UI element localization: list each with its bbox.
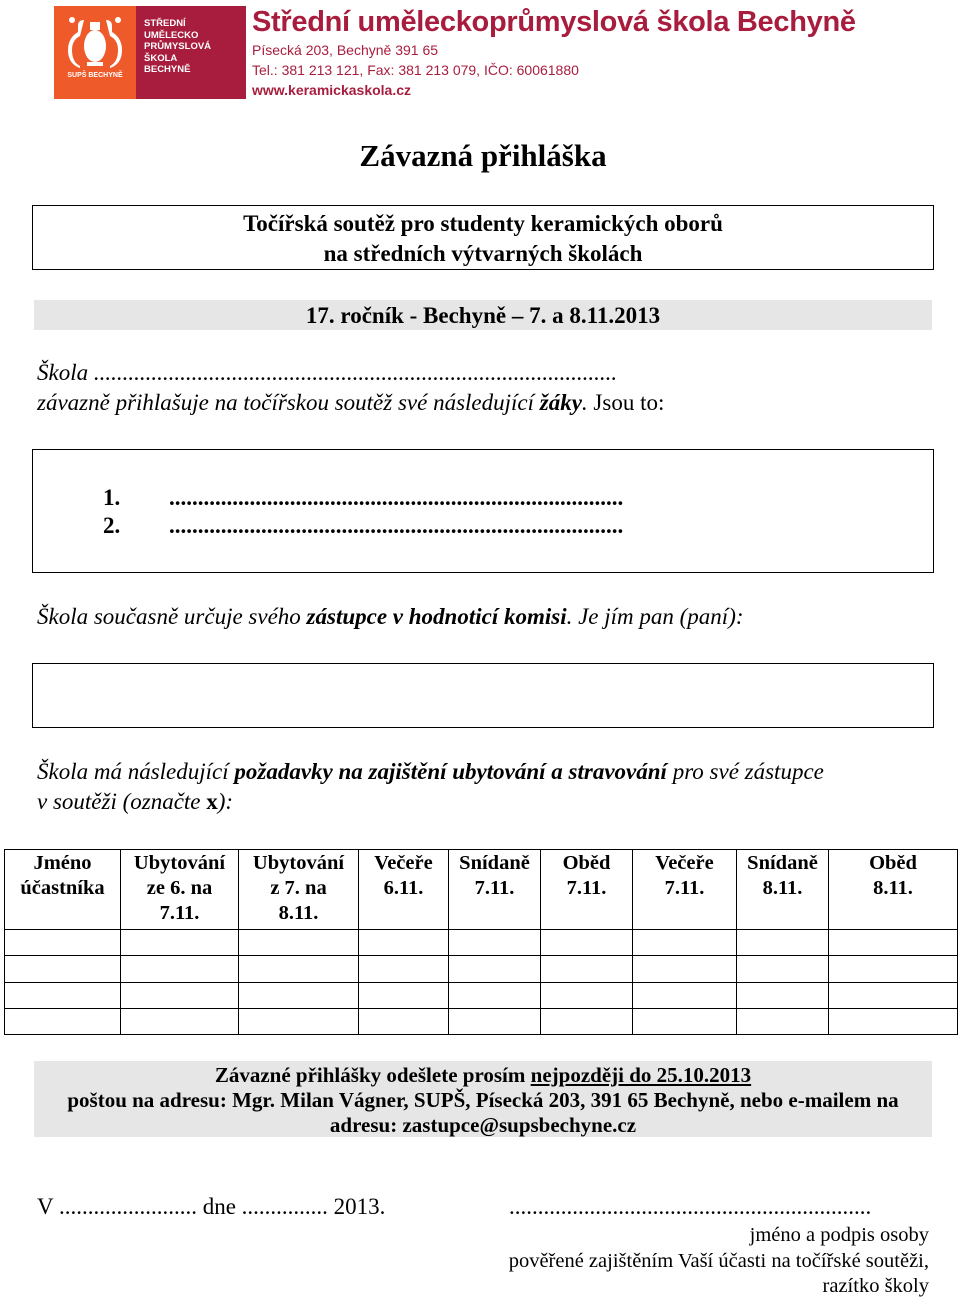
table-cell[interactable] — [359, 956, 449, 982]
place-date-field[interactable]: V ........................ dne ............... 2013. — [37, 1194, 386, 1219]
page-title: Závazná přihláška — [359, 138, 607, 173]
logo-text-line: ŠKOLA — [144, 52, 178, 64]
registration-statement — [37, 390, 664, 416]
header-line: 7.11. — [474, 877, 515, 899]
header-line: 7.11. — [566, 877, 607, 899]
header-line: Snídaně — [459, 852, 530, 874]
table-cell[interactable] — [5, 1008, 121, 1034]
table-cell[interactable] — [5, 956, 121, 982]
school-logo — [54, 6, 246, 99]
header-line: 7.11. — [159, 902, 200, 924]
table-cell[interactable] — [829, 982, 958, 1008]
notice-line-2: poštou na adresu: Mgr. Milan Vágner, SUPŠ, Písecká 203, 391 65 Bechyně, nebo e-mailem na — [67, 1088, 899, 1112]
header-line: 8.11. — [873, 877, 913, 899]
table-header-row — [5, 850, 958, 930]
header-line: Ubytování — [133, 852, 226, 874]
school-address: Písecká 203, Bechyně 391 65 — [252, 42, 439, 58]
requirements-line-2 — [37, 789, 233, 815]
column-header — [239, 850, 359, 930]
student-row[interactable] — [103, 512, 623, 540]
signature-caption-line: razítko školy — [822, 1275, 929, 1297]
header-line: ze 6. na — [146, 877, 213, 899]
school-name: Střední uměleckoprůmyslová škola Bechyně — [252, 6, 856, 38]
header-line: 6.11. — [383, 877, 424, 899]
competition-line-2: na středních výtvarných školách — [323, 241, 643, 266]
school-website: www.keramickaskola.cz — [252, 82, 412, 98]
requirements-x: x — [206, 789, 218, 814]
registration-strong: žáky — [539, 390, 582, 415]
jury-statement — [37, 604, 744, 630]
table-cell[interactable] — [541, 982, 633, 1008]
table-cell[interactable] — [121, 982, 239, 1008]
table-row — [5, 1008, 958, 1034]
header-line: Jméno — [33, 852, 92, 874]
table-cell[interactable] — [829, 930, 958, 956]
logo-text-line: BECHYNĚ — [144, 64, 191, 76]
jury-member-field[interactable] — [32, 663, 934, 728]
table-row — [5, 956, 958, 982]
table-cell[interactable] — [829, 1008, 958, 1034]
table-cell[interactable] — [449, 930, 541, 956]
column-header — [5, 850, 121, 930]
header-line: Večeře — [374, 852, 433, 874]
header-line: 7.11. — [664, 877, 705, 899]
table-cell[interactable] — [449, 982, 541, 1008]
table-cell[interactable] — [633, 930, 737, 956]
student-number: 2. — [103, 513, 121, 538]
requirements-tail: pro své zástupce — [666, 759, 824, 784]
requirements-line-1 — [37, 759, 824, 785]
table-cell[interactable] — [5, 982, 121, 1008]
table-cell[interactable] — [359, 930, 449, 956]
registration-punct: . — [581, 390, 588, 415]
logo-emblem — [54, 6, 136, 99]
header-line: Oběd — [562, 852, 611, 874]
edition-banner: 17. ročník - Bechyně – 7. a 8.11.2013 — [34, 300, 932, 330]
students-list — [103, 484, 623, 540]
registration-tail: Jsou to: — [587, 390, 665, 415]
table-row — [5, 930, 958, 956]
header-line: Ubytování — [252, 852, 345, 874]
notice-line-1 — [34, 1063, 932, 1088]
table-cell[interactable] — [239, 982, 359, 1008]
header-line: Oběd — [869, 852, 917, 874]
school-contacts — [252, 40, 579, 100]
table-cell[interactable] — [239, 1008, 359, 1034]
table-cell[interactable] — [5, 930, 121, 956]
signature-caption-line: jméno a podpis osoby — [749, 1224, 929, 1246]
table-cell[interactable] — [239, 956, 359, 982]
requirements-strong: požadavky na zajištění ubytování a stravování — [234, 759, 667, 784]
table-cell[interactable] — [829, 956, 958, 982]
table-cell[interactable] — [449, 956, 541, 982]
accommodation-table — [4, 849, 958, 1035]
student-name-field[interactable]: ............................................................................... — [169, 513, 624, 538]
table-cell[interactable] — [633, 956, 737, 982]
table-cell[interactable] — [121, 956, 239, 982]
student-number: 1. — [103, 485, 121, 510]
header-line: Snídaně — [747, 852, 818, 874]
table-cell[interactable] — [239, 930, 359, 956]
jury-tail: Je jím pan (paní): — [572, 604, 744, 629]
signature-caption — [509, 1223, 929, 1300]
competition-line-1: Točířská soutěž pro studenty keramických oborů — [243, 211, 723, 236]
requirements-line2-text: v soutěži (označte — [37, 789, 207, 814]
column-header — [829, 850, 958, 930]
school-phone-fax: Tel.: 381 213 121, Fax: 381 213 079, IČO: 60061880 — [252, 62, 579, 78]
school-field[interactable]: Škola ........................................................................................... — [37, 360, 618, 385]
column-header — [359, 850, 449, 930]
requirements-text: Škola má následující — [37, 759, 235, 784]
header-line: účastníka — [20, 877, 105, 899]
student-row[interactable] — [103, 484, 623, 512]
competition-box — [32, 205, 934, 270]
signature-caption-line: pověřené zajištěním Vaší účasti na točířské soutěži, — [508, 1249, 929, 1272]
jury-text: Škola současně určuje svého — [37, 604, 307, 629]
table-cell[interactable] — [359, 1008, 449, 1034]
table-cell[interactable] — [737, 982, 829, 1008]
table-cell[interactable] — [359, 982, 449, 1008]
registration-text: závazně přihlašuje na točířskou soutěž své následující — [37, 390, 540, 415]
column-header — [541, 850, 633, 930]
column-header — [121, 850, 239, 930]
logo-text-line: UMĚLECKO — [144, 29, 199, 41]
logo-text-block — [136, 6, 246, 99]
column-header — [633, 850, 737, 930]
header-line: 8.11. — [762, 877, 803, 899]
table-cell[interactable] — [449, 1008, 541, 1034]
table-cell[interactable] — [121, 1008, 239, 1034]
logo-text-line: PRŮMYSLOVÁ — [144, 41, 212, 53]
notice-text: Závazné přihlášky odešlete prosím — [214, 1063, 531, 1087]
signature-field[interactable]: ............................................................... — [509, 1194, 872, 1219]
header-line: 8.11. — [278, 902, 319, 924]
table-row — [5, 982, 958, 1008]
notice-line-3: adresu: zastupce@supsbechyne.cz — [329, 1113, 637, 1137]
table-cell[interactable] — [121, 930, 239, 956]
table-cell[interactable] — [737, 1008, 829, 1034]
header-line: z 7. na — [270, 877, 327, 899]
table-cell[interactable] — [737, 930, 829, 956]
table-cell[interactable] — [541, 930, 633, 956]
jury-punct: . — [566, 604, 573, 629]
header-line: Večeře — [655, 852, 714, 874]
jury-strong: zástupce v hodnoticí komisi — [306, 604, 567, 629]
student-name-field[interactable]: ............................................................................... — [169, 485, 624, 510]
table-cell[interactable] — [633, 1008, 737, 1034]
requirements-line2-tail: ): — [217, 789, 234, 814]
students-box — [32, 449, 934, 573]
logo-text-line: STŘEDNÍ — [144, 18, 186, 29]
logo-caption: SUPŠ BECHYNĚ — [67, 72, 123, 79]
table-cell[interactable] — [541, 956, 633, 982]
notice-deadline: nejpozději do 25.10.2013 — [530, 1063, 752, 1087]
table-cell[interactable] — [541, 1008, 633, 1034]
submission-notice — [34, 1061, 932, 1137]
vase-emblem-icon — [54, 6, 136, 99]
table-cell[interactable] — [633, 982, 737, 1008]
column-header — [449, 850, 541, 930]
table-cell[interactable] — [737, 956, 829, 982]
column-header — [737, 850, 829, 930]
